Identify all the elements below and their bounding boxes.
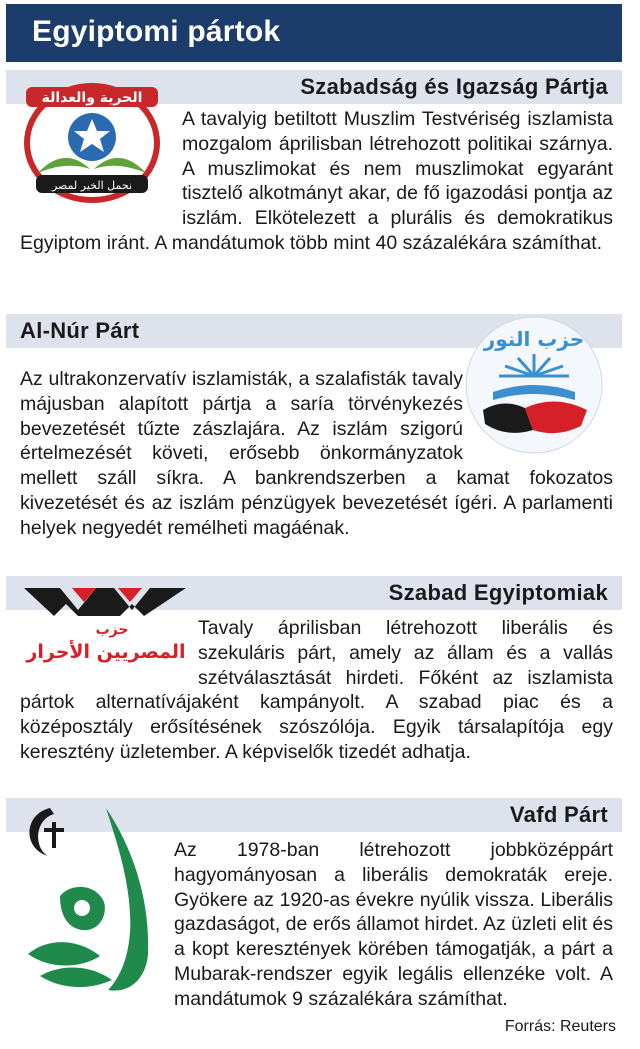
party-description: Tavaly áprilisban létrehozott liberális és szekuláris párt, amely az állam és a vallás szétválasztását hirdeti. Főként az iszlamista pártok alternatívájaként kampányolt. A szabad piac és a középosztály erősítésének szószólója. Egyik társalapítója egy keresztény üzletember. A képviselők tizedét adhatja. <box>20 617 613 763</box>
party-name: Szabad Egyiptomiak <box>388 580 608 605</box>
party-description: A tavalyig betiltott Muszlim Testvériség iszlamista mozgalom áprilisban létrehozott politikai szárnya. A muszlimokat és nem muszlimokat egyaránt tisztelő alkotmányt akar, de fő igazodási pontja az iszlám. Elkötelezett a plurális és demokratikus Egyiptom iránt. A mandátumok több mint 40 százalékára számíthat. <box>20 108 613 254</box>
party-description-block <box>20 314 613 541</box>
party-description-block <box>20 804 613 1012</box>
logo-text-top: حزب <box>95 622 129 638</box>
party-description: Az 1978-ban létrehozott jobbközéppárt hagyományosan a liberális demokraták ereje. Gyökere az 1920-as évekre nyúlik vissza. Liberális gazdaságot, de erős államot hirdet. Az üzleti elit és a kopt keresztények körében támogatják, a párt a Mubarak-rendszer egyik legális ellenzéke volt. A mandátumok 9 százalékára számíthat. <box>174 839 613 1010</box>
al-nour-logo <box>463 314 613 460</box>
free-egyptians-logo <box>20 582 198 670</box>
freedom-justice-logo <box>20 73 182 214</box>
party-name: Al-Núr Párt <box>20 318 140 343</box>
cross-icon <box>44 822 64 848</box>
logo-text-bottom: المصريين الأحرار <box>26 641 186 663</box>
title-bar <box>6 4 622 62</box>
wafd-logo <box>20 804 174 1004</box>
party-description-block <box>20 582 613 765</box>
party-section-free-egyptians <box>6 576 622 780</box>
party-section-freedom-justice <box>6 70 622 306</box>
party-description-block <box>20 73 613 256</box>
logo-text: حزب النور <box>483 327 585 351</box>
page-title: Egyiptomi pártok <box>32 15 281 48</box>
party-description: Az ultrakonzervatív iszlamisták, a szalafisták tavaly májusban alapított pártja a saría törvénykezés bevezetését tűzte zászlajára. Az iszlám szigorú értelmezését követi, erősebb önkormányzatok mellett száll síkra. A bankrendszerben a kamat fokozatos kivezetését és az iszlám pénzügyek bevezetését ígéri. A parlamenti helyek negyedét remélheti magáénak. <box>20 368 613 539</box>
party-name: Vafd Párt <box>509 802 608 827</box>
logo-text-top: الحرية والعدالة <box>41 90 143 106</box>
logo-text-bottom: نحمل الخير لمصر <box>51 179 133 192</box>
party-section-al-nour <box>6 314 622 560</box>
party-section-wafd <box>6 798 622 1016</box>
party-name: Szabadság és Igazság Pártja <box>300 74 608 99</box>
source-note: Forrás: Reuters <box>504 1018 616 1035</box>
